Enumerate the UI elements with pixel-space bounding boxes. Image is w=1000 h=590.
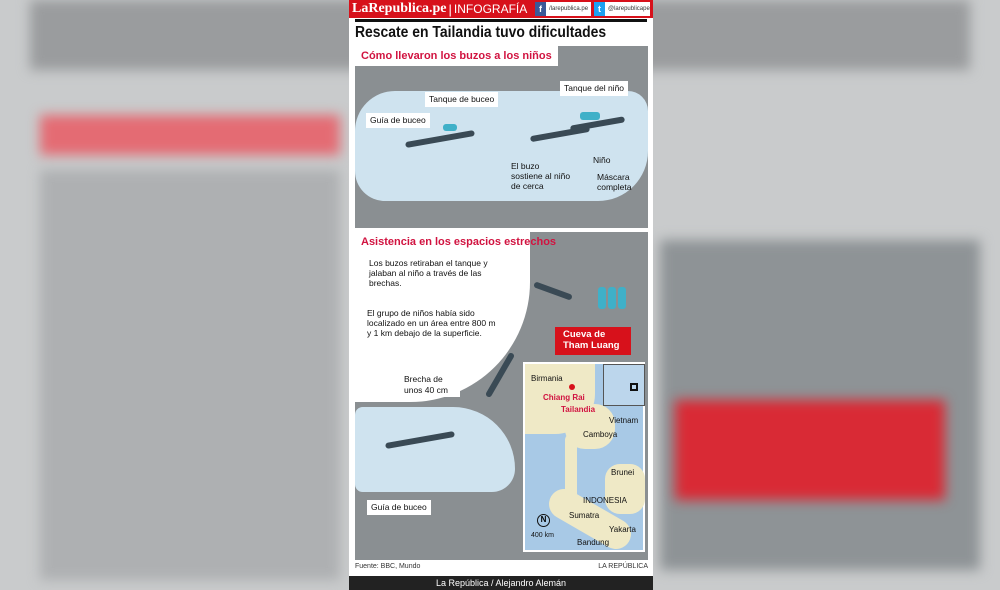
tank-illustration bbox=[618, 287, 626, 309]
logo[interactable]: LaRepublica.pe bbox=[352, 1, 447, 16]
source: Fuente: BBC, Mundo bbox=[355, 563, 421, 570]
inset-map bbox=[603, 364, 645, 406]
facebook-handle: /larepublica.pe bbox=[549, 6, 589, 12]
separator: | bbox=[448, 1, 452, 17]
location-dot bbox=[569, 384, 575, 390]
place-label: Camboya bbox=[583, 430, 618, 439]
place-label: Birmania bbox=[531, 374, 563, 383]
inset-marker bbox=[630, 383, 638, 391]
label-mask: Máscara completa bbox=[597, 172, 632, 193]
page-title-wrap bbox=[355, 19, 647, 45]
note-pull: Los buzos retiraban el tanque y jalaban al niño a través de las brechas. bbox=[367, 256, 492, 291]
section-heading: Asistencia en los espacios estrechos bbox=[361, 236, 557, 248]
label-tank: Tanque de buceo bbox=[425, 92, 498, 107]
tank-illustration bbox=[608, 287, 616, 309]
callout-text: Cueva de Tham Luang bbox=[563, 329, 620, 351]
header-bar bbox=[349, 0, 653, 18]
place-label: Vietnam bbox=[609, 416, 639, 425]
infographic bbox=[349, 0, 653, 590]
twitter-icon: t bbox=[594, 2, 605, 16]
place-label: Bandung bbox=[577, 538, 610, 547]
place-label: Chiang Rai bbox=[543, 393, 585, 402]
brand: LA REPÚBLICA bbox=[598, 563, 648, 570]
label-gap: Brecha de unos 40 cm bbox=[400, 372, 460, 397]
place-label: Sumatra bbox=[569, 511, 600, 520]
section-label: INFOGRAFÍA bbox=[453, 2, 528, 16]
place-label: INDONESIA bbox=[583, 496, 628, 505]
note-location: El grupo de niños había sido localizado en un área entre 800 m y 1 km debajo de la superficie. bbox=[367, 308, 496, 339]
tank-illustration bbox=[443, 124, 457, 131]
label-holds: El buzo sostiene al niño de cerca bbox=[511, 161, 571, 192]
page-title: Rescate en Tailandia tuvo dificultades bbox=[355, 24, 607, 41]
rescuer-illustration bbox=[533, 281, 573, 300]
label-guide: Guía de buceo bbox=[366, 113, 430, 128]
section-narrow-spaces bbox=[355, 232, 648, 560]
background-blur-red2 bbox=[675, 400, 945, 500]
cave-illustration bbox=[355, 407, 515, 492]
credit-bar: La República / Alejandro Alemán bbox=[349, 576, 653, 590]
twitter-link[interactable] bbox=[594, 2, 650, 16]
map bbox=[523, 362, 645, 552]
scale-label: 400 km bbox=[531, 532, 554, 539]
background-blur-left bbox=[40, 170, 340, 580]
facebook-icon: f bbox=[535, 2, 546, 16]
section-heading: Cómo llevaron los buzos a los niños bbox=[355, 46, 558, 66]
label-child: Niño bbox=[593, 155, 611, 165]
label-guide: Guía de buceo bbox=[367, 500, 431, 515]
background-blur-red bbox=[40, 115, 340, 155]
facebook-link[interactable] bbox=[535, 2, 591, 16]
tank-illustration bbox=[598, 287, 606, 309]
twitter-handle: @larepublicape bbox=[608, 6, 650, 12]
place-label: Tailandia bbox=[561, 405, 596, 414]
tank-illustration bbox=[580, 112, 600, 120]
label-child-tank: Tanque del niño bbox=[560, 81, 628, 96]
map-callout bbox=[555, 327, 631, 355]
footer bbox=[355, 563, 648, 570]
north-icon: N bbox=[537, 514, 550, 527]
section-diving bbox=[355, 46, 648, 228]
place-label: Brunei bbox=[611, 468, 635, 477]
place-label: Yakarta bbox=[609, 525, 636, 534]
